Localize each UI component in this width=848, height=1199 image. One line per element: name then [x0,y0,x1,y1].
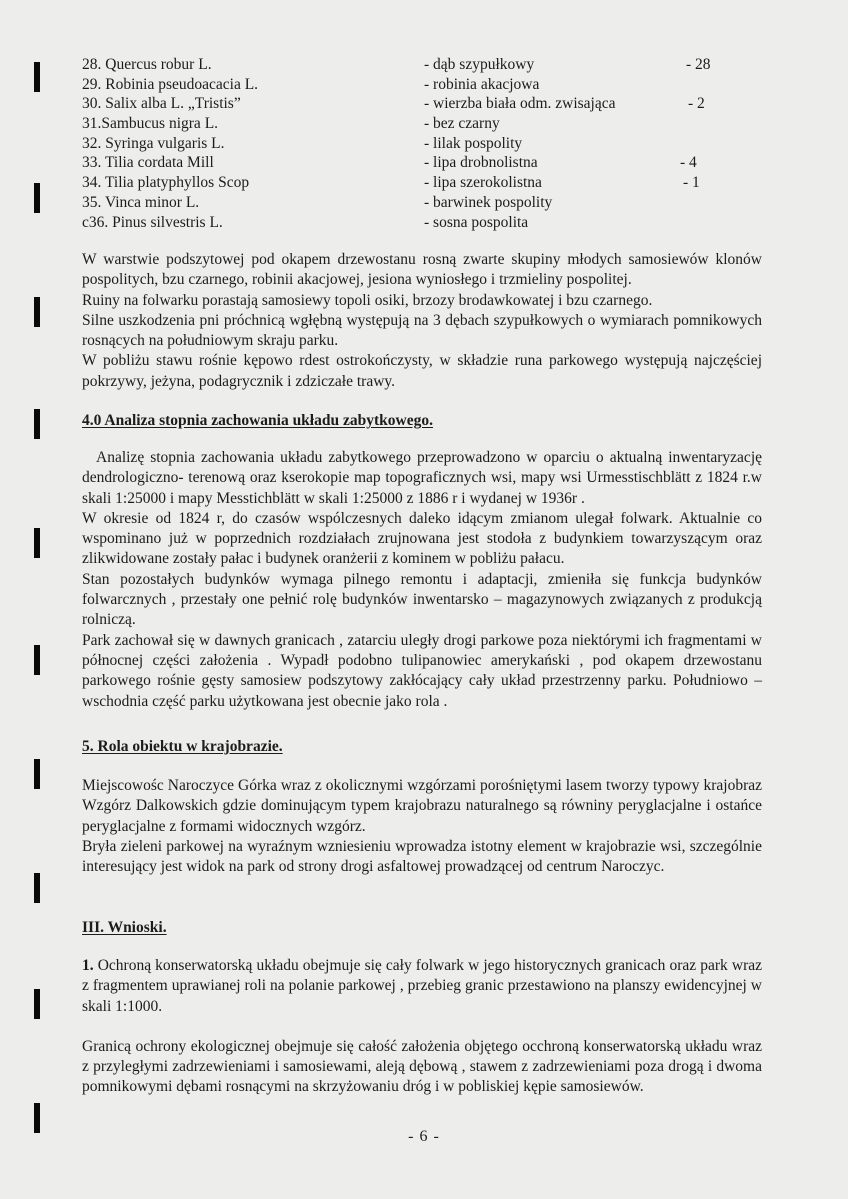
conclusion-number: 1. [82,957,94,974]
binder-mark [34,645,40,675]
species-latin-name: 34. Tilia platyphyllos Scop [82,174,250,192]
page-number: - 6 - [408,1128,440,1145]
conclusion-paragraph [82,956,762,1017]
species-row [82,213,722,233]
body-paragraph: W warstwie podszytowej pod okapem drzewostanu rosną zwarte skupiny młodych samosiewów klonów pospolitych, bzu czarnego, robinii akacjowej, jesiona wyniosłego i trzmieliny pospolitej. [82,251,762,289]
section4-body [82,448,762,712]
species-row [82,55,722,75]
body-paragraph: W okresie od 1824 r, do czasów wspólczesnych daleko idącym zmianom ulegał folwark. Aktualnie co wspominano już w poprzednich rozdziałach zrujnowana jest stodoła z budynkiem towarzyszącym oraz zlikwidowane zostały pałac i budynek oranżerii z kominem w pobliżu pałacu. [82,509,762,568]
species-row [82,75,722,95]
body-paragraph: Park zachował się w dawnych granicach , zatarciu uległy drogi parkowe poza niektórymi ich fragmentami w północnej części założenia . Wypadł podobno tulipanowiec amerykański , pod okapem drzewostanu parkowego rośnie gęsty samosiew podszytowy zakłócający cały układ przestrzenny parku. Południowo – wschodnia część parku użytkowana jest obecnie jako rola . [82,631,762,710]
binder-mark [34,759,40,789]
species-latin-name: 31.Sambucus nigra L. [82,115,219,133]
species-latin-name: 32. Syringa vulgaris L. [82,134,225,152]
species-count: - 1 [683,174,700,192]
species-latin-name: 28. Quercus robur L. [82,56,212,73]
section-heading: 4.0 Analiza stopnia zachowania układu zabytkowego. [82,412,433,429]
binder-mark [34,62,40,92]
species-polish-name: - bez czarny [424,115,500,133]
species-polish-name: - robinia akacjowa [424,75,540,93]
body-paragraph: Miejscowośc Naroczyce Górka wraz z okolicznymi wzgórzami porośniętymi lasem tworzy typowy krajobraz Wzgórz Dalkowskich gdzie dominującym typem krajobrazu naturalnego są równiny peryglacjalne i ostańce peryglacjalne z formami widocznych wzgórz. [82,777,762,835]
body-paragraph: Analizę stopnia zachowania układu zabytkowego przeprowadzono w oparciu o aktualną inwentaryzację dendrologiczno- terenową oraz kserokopie map topograficznych wsi, mapy wsi Urmesstischblätt z 1824 r.w skali 1:25000 i mapy Messtichblätt w skali 1:25000 z 1886 r i wydanej w 1936r . [82,449,762,507]
species-polish-name: - lilak pospolity [424,134,523,152]
species-polish-name: - dąb szypułkowy [424,56,535,73]
species-row [82,94,722,114]
species-polish-name: - lipa szerokolistna [424,174,542,192]
binder-mark [34,989,40,1019]
conclusions-body [82,956,762,1098]
species-latin-name: c36. Pinus silvestris L. [82,213,223,231]
section-heading: 5. Rola obiektu w krajobrazie. [82,738,283,755]
species-list [82,55,722,232]
species-row [82,134,722,154]
species-count: - 28 [686,56,711,73]
species-row [82,114,722,134]
binder-mark [34,528,40,558]
conclusion-text: Ochroną konserwatorską układu obejmuje się cały folwark w jego historycznych granicach oraz park wraz z fragmentem uprawianej roli na polanie parkowej , przebieg granic przestawiono na planszy ewidencyjnej w skali 1:1000. [82,957,762,1015]
binder-mark [34,409,40,439]
undergrowth-section [82,250,762,392]
species-latin-name: 29. Robinia pseudoacacia L. [82,75,259,93]
binder-mark [34,183,40,213]
body-paragraph: Silne uszkodzenia pni próchnicą wgłębną występują na 3 dębach szypułkowych o wymiarach pomnikowych rosnących na południowym skraju parku. [82,311,762,350]
body-paragraph: W pobliżu stawu rośnie kępowo rdest ostrokończysty, w składzie runa parkowego występują najczęściej pokrzywy, jeżyna, podagrycznik i zdziczałe trawy. [82,352,762,390]
body-paragraph: Granicą ochrony ekologicznej obejmuje się całość założenia objętego occhroną konserwatorską układu wraz z przyległymi zadrzewieniami i samosiewami, aleją dębową , stawem z zadrzewieniami poza drogą i dwoma pomnikowymi dębami rosnącymi na skrzyżowaniu dróg i w pobliskiej kępie samosiewów. [82,1037,762,1096]
body-paragraph: Ruiny na folwarku porastają samosiewy topoli osiki, brzozy brodawkowatej i bzu czarnego. [82,291,653,309]
species-polish-name: - wierzba biała odm. zwisająca [424,95,616,113]
species-row [82,173,722,193]
species-polish-name: - sosna pospolita [424,213,529,231]
species-latin-name: 33. Tilia cordata Mill [82,154,214,172]
binder-mark [34,297,40,327]
body-paragraph: Bryła zieleni parkowej na wyraźnym wzniesieniu wprowadza istotny element w krajobrazie wsi, szczególnie interesujący jest widok na park od strony drogi asfaltowej prowadzącej od centrum Naroczyc. [82,837,762,876]
species-polish-name: - barwinek pospolity [424,193,553,211]
species-latin-name: 30. Salix alba L. „Tristis” [82,95,241,113]
binder-mark [34,873,40,903]
section5-body [82,776,762,877]
species-count: - 4 [680,154,697,172]
body-paragraph: Stan pozostałych budynków wymaga pilnego remontu i adaptacji, zmieniła się funkcja budynków folwarcznych , przestały one pełnić rolę budynków inwentarsko – magazynowych związanych z produkcją rolniczą. [82,570,762,629]
species-row [82,153,722,173]
species-polish-name: - lipa drobnolistna [424,154,538,172]
species-count: - 2 [688,95,705,113]
section-heading: III. Wnioski. [82,919,167,936]
species-latin-name: 35. Vinca minor L. [82,193,200,211]
species-row [82,193,722,213]
